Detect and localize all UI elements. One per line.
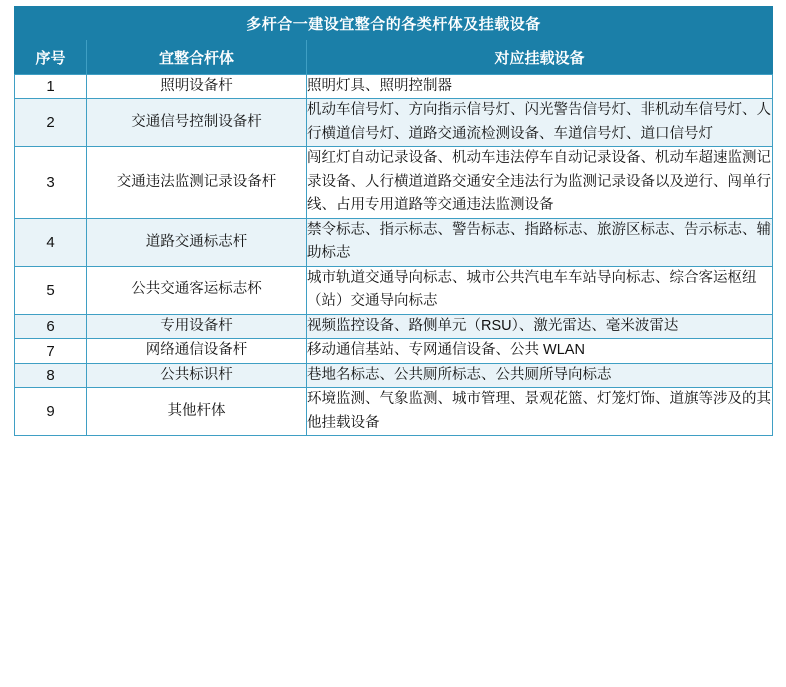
table-row [15, 314, 773, 338]
column-header-devices: 对应挂载设备 [307, 40, 773, 75]
table-body [15, 75, 773, 436]
row-pole-type: 交通信号控制设备杆 [87, 99, 307, 147]
table-row [15, 99, 773, 147]
row-devices: 巷地名标志、公共厕所标志、公共厕所导向标志 [307, 363, 773, 387]
pole-integration-table [14, 6, 773, 436]
row-devices: 机动车信号灯、方向指示信号灯、闪光警告信号灯、非机动车信号灯、人行横道信号灯、道路交通流检测设备、车道信号灯、道口信号灯 [307, 99, 773, 147]
document-sheet [0, 6, 786, 687]
row-pole-type: 公共标识杆 [87, 363, 307, 387]
row-pole-type: 专用设备杆 [87, 314, 307, 338]
table-row [15, 363, 773, 387]
row-pole-type: 道路交通标志杆 [87, 218, 307, 266]
row-index: 6 [15, 314, 87, 338]
row-index: 3 [15, 147, 87, 218]
row-index: 1 [15, 75, 87, 99]
row-devices: 视频监控设备、路侧单元（RSU）、激光雷达、毫米波雷达 [307, 314, 773, 338]
table-header-row [15, 40, 773, 75]
row-index: 8 [15, 363, 87, 387]
table-row [15, 147, 773, 218]
table-title: 多杆合一建设宜整合的各类杆体及挂载设备 [15, 7, 773, 40]
table-row [15, 339, 773, 363]
row-index: 2 [15, 99, 87, 147]
column-header-index: 序号 [15, 40, 87, 75]
row-devices: 闯红灯自动记录设备、机动车违法停车自动记录设备、机动车超速监测记录设备、人行横道道路交通安全违法行为监测记录设备以及逆行、闯单行线、占用专用道路等交通违法监测设备 [307, 147, 773, 218]
row-devices: 移动通信基站、专网通信设备、公共 WLAN [307, 339, 773, 363]
row-devices: 禁令标志、指示标志、警告标志、指路标志、旅游区标志、告示标志、辅助标志 [307, 218, 773, 266]
row-index: 9 [15, 388, 87, 436]
row-devices: 城市轨道交通导向标志、城市公共汽电车车站导向标志、综合客运枢纽（站）交通导向标志 [307, 266, 773, 314]
row-pole-type: 网络通信设备杆 [87, 339, 307, 363]
column-header-pole: 宜整合杆体 [87, 40, 307, 75]
row-devices: 环境监测、气象监测、城市管理、景观花篮、灯笼灯饰、道旗等涉及的其他挂载设备 [307, 388, 773, 436]
row-pole-type: 公共交通客运标志杯 [87, 266, 307, 314]
row-pole-type: 交通违法监测记录设备杆 [87, 147, 307, 218]
table-row [15, 388, 773, 436]
row-pole-type: 其他杆体 [87, 388, 307, 436]
row-index: 5 [15, 266, 87, 314]
table-row [15, 266, 773, 314]
table-row [15, 75, 773, 99]
table-title-row [15, 7, 773, 40]
row-index: 7 [15, 339, 87, 363]
row-index: 4 [15, 218, 87, 266]
row-pole-type: 照明设备杆 [87, 75, 307, 99]
row-devices: 照明灯具、照明控制器 [307, 75, 773, 99]
table-row [15, 218, 773, 266]
